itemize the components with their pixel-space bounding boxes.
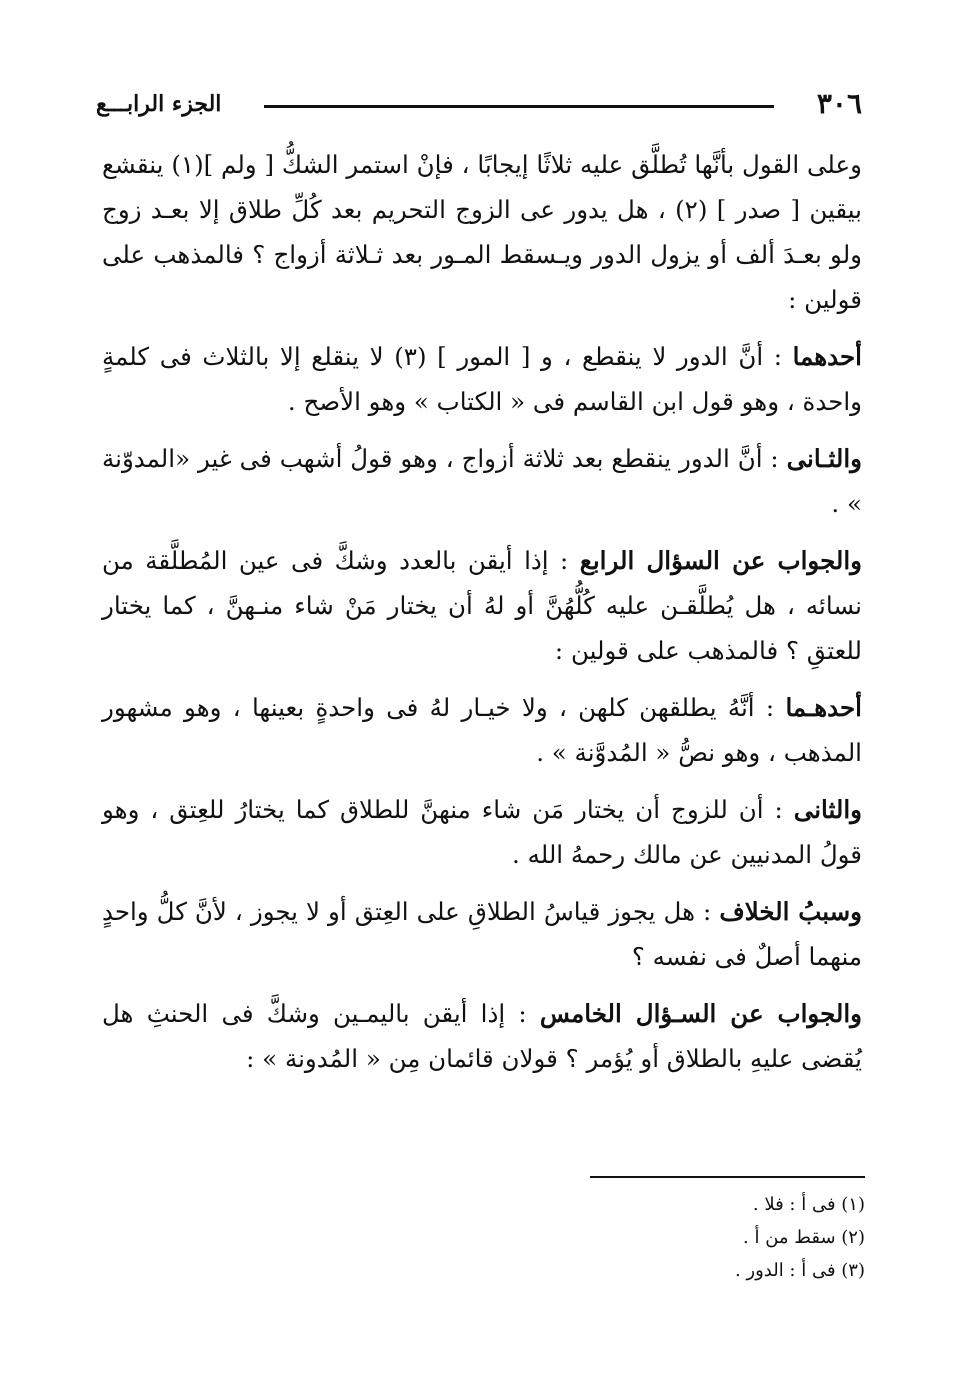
footnotes	[365, 1188, 865, 1287]
footnote-rule	[590, 1176, 865, 1178]
paragraph	[102, 991, 862, 1081]
paragraph	[102, 889, 862, 979]
paragraph-text: وعلى القول بأنَّها تُطلَّق عليه ثلاثًا إيجابًا ، فإنْ استمر الشكُّ [ ولم ](١) ينقشع بيقين [ صدر ] (٢) ، هل يدور عى الزوج التحريم بعد كُلِّ طلاق إلا بعـد زوج ولو بعـدَ ألف أو يزول الدور ويـسقط المـور بعد ثـلاثة أزواج ؟ فالمذهب على قولين :	[102, 150, 862, 314]
paragraph-lead: والثـانى	[786, 444, 862, 473]
paragraph	[102, 685, 862, 775]
paragraph	[102, 787, 862, 877]
footnote: (٢) سقط من أ .	[743, 1227, 865, 1248]
paragraph-lead: أحدهما	[792, 342, 862, 371]
paragraph-lead: والثانى	[793, 795, 862, 824]
paragraph-text: : أنَّ الدور ينقطع بعد ثلاثة أزواج ، وهو قولُ أشهب فى غير «المدوّنة » .	[102, 444, 862, 518]
paragraph	[102, 334, 862, 424]
header-rule	[264, 105, 774, 108]
page-header	[96, 86, 862, 130]
paragraph	[102, 142, 862, 322]
page-number: ٣٠٦	[816, 87, 862, 120]
body-text	[102, 142, 862, 1093]
paragraph-text: : أن للزوج أن يختار مَن شاء منهنَّ للطلاق كما يختارُ للعِتق ، وهو قولُ المدنيين عن مالك رحمهُ الله .	[102, 795, 862, 869]
paragraph	[102, 538, 862, 673]
paragraph-lead: أحدهـما	[785, 693, 862, 722]
paragraph-text: : أنَّ الدور لا ينقطع ، و [ المور ] (٣) لا ينقلع إلا بالثلاث فى كلمةٍ واحدة ، وهو قول ابن القاسم فى « الكتاب » وهو الأصح .	[102, 342, 862, 416]
paragraph-text: : هل يجوز قياسُ الطلاقِ على العِتق أو لا يجوز ، لأنَّ كلُّ واحدٍ منهما أصلٌ فى نفسه ؟	[102, 897, 862, 971]
paragraph-text: : إذا أيقن باليمـين وشكَّ فى الحنثِ هل يُقضى عليهِ بالطلاق أو يُؤمر ؟ قولان قائمان مِن « المُدونة » :	[102, 999, 862, 1073]
running-title: الجزء الرابـــع	[96, 91, 222, 117]
paragraph-lead: وسببُ الخلاف	[719, 897, 862, 926]
paragraph-text: : أنَّهُ يطلقهن كلهن ، ولا خيـار لهُ فى واحدةٍ بعينها ، وهو مشهور المذهب ، وهو نصُّ « المُدوَّنة » .	[102, 693, 862, 767]
paragraph-text: : إذا أيقن بالعدد وشكَّ فى عين المُطلَّقة من نسائه ، هل يُطلَّقـن عليه كُلُّهُنَّ أو لهُ أن يختار مَنْ شاء منـهنَّ ، كما يختار للعتقِ ؟ فالمذهب على قولين :	[102, 546, 862, 665]
footnote: (١) فى أ : فلا .	[752, 1194, 865, 1215]
footnote: (٣) فى أ : الدور .	[734, 1260, 865, 1281]
paragraph	[102, 436, 862, 526]
paragraph-lead: والجواب عن السـؤال الخامس	[539, 999, 862, 1028]
paragraph-lead: والجواب عن السؤال الرابع	[579, 546, 863, 575]
